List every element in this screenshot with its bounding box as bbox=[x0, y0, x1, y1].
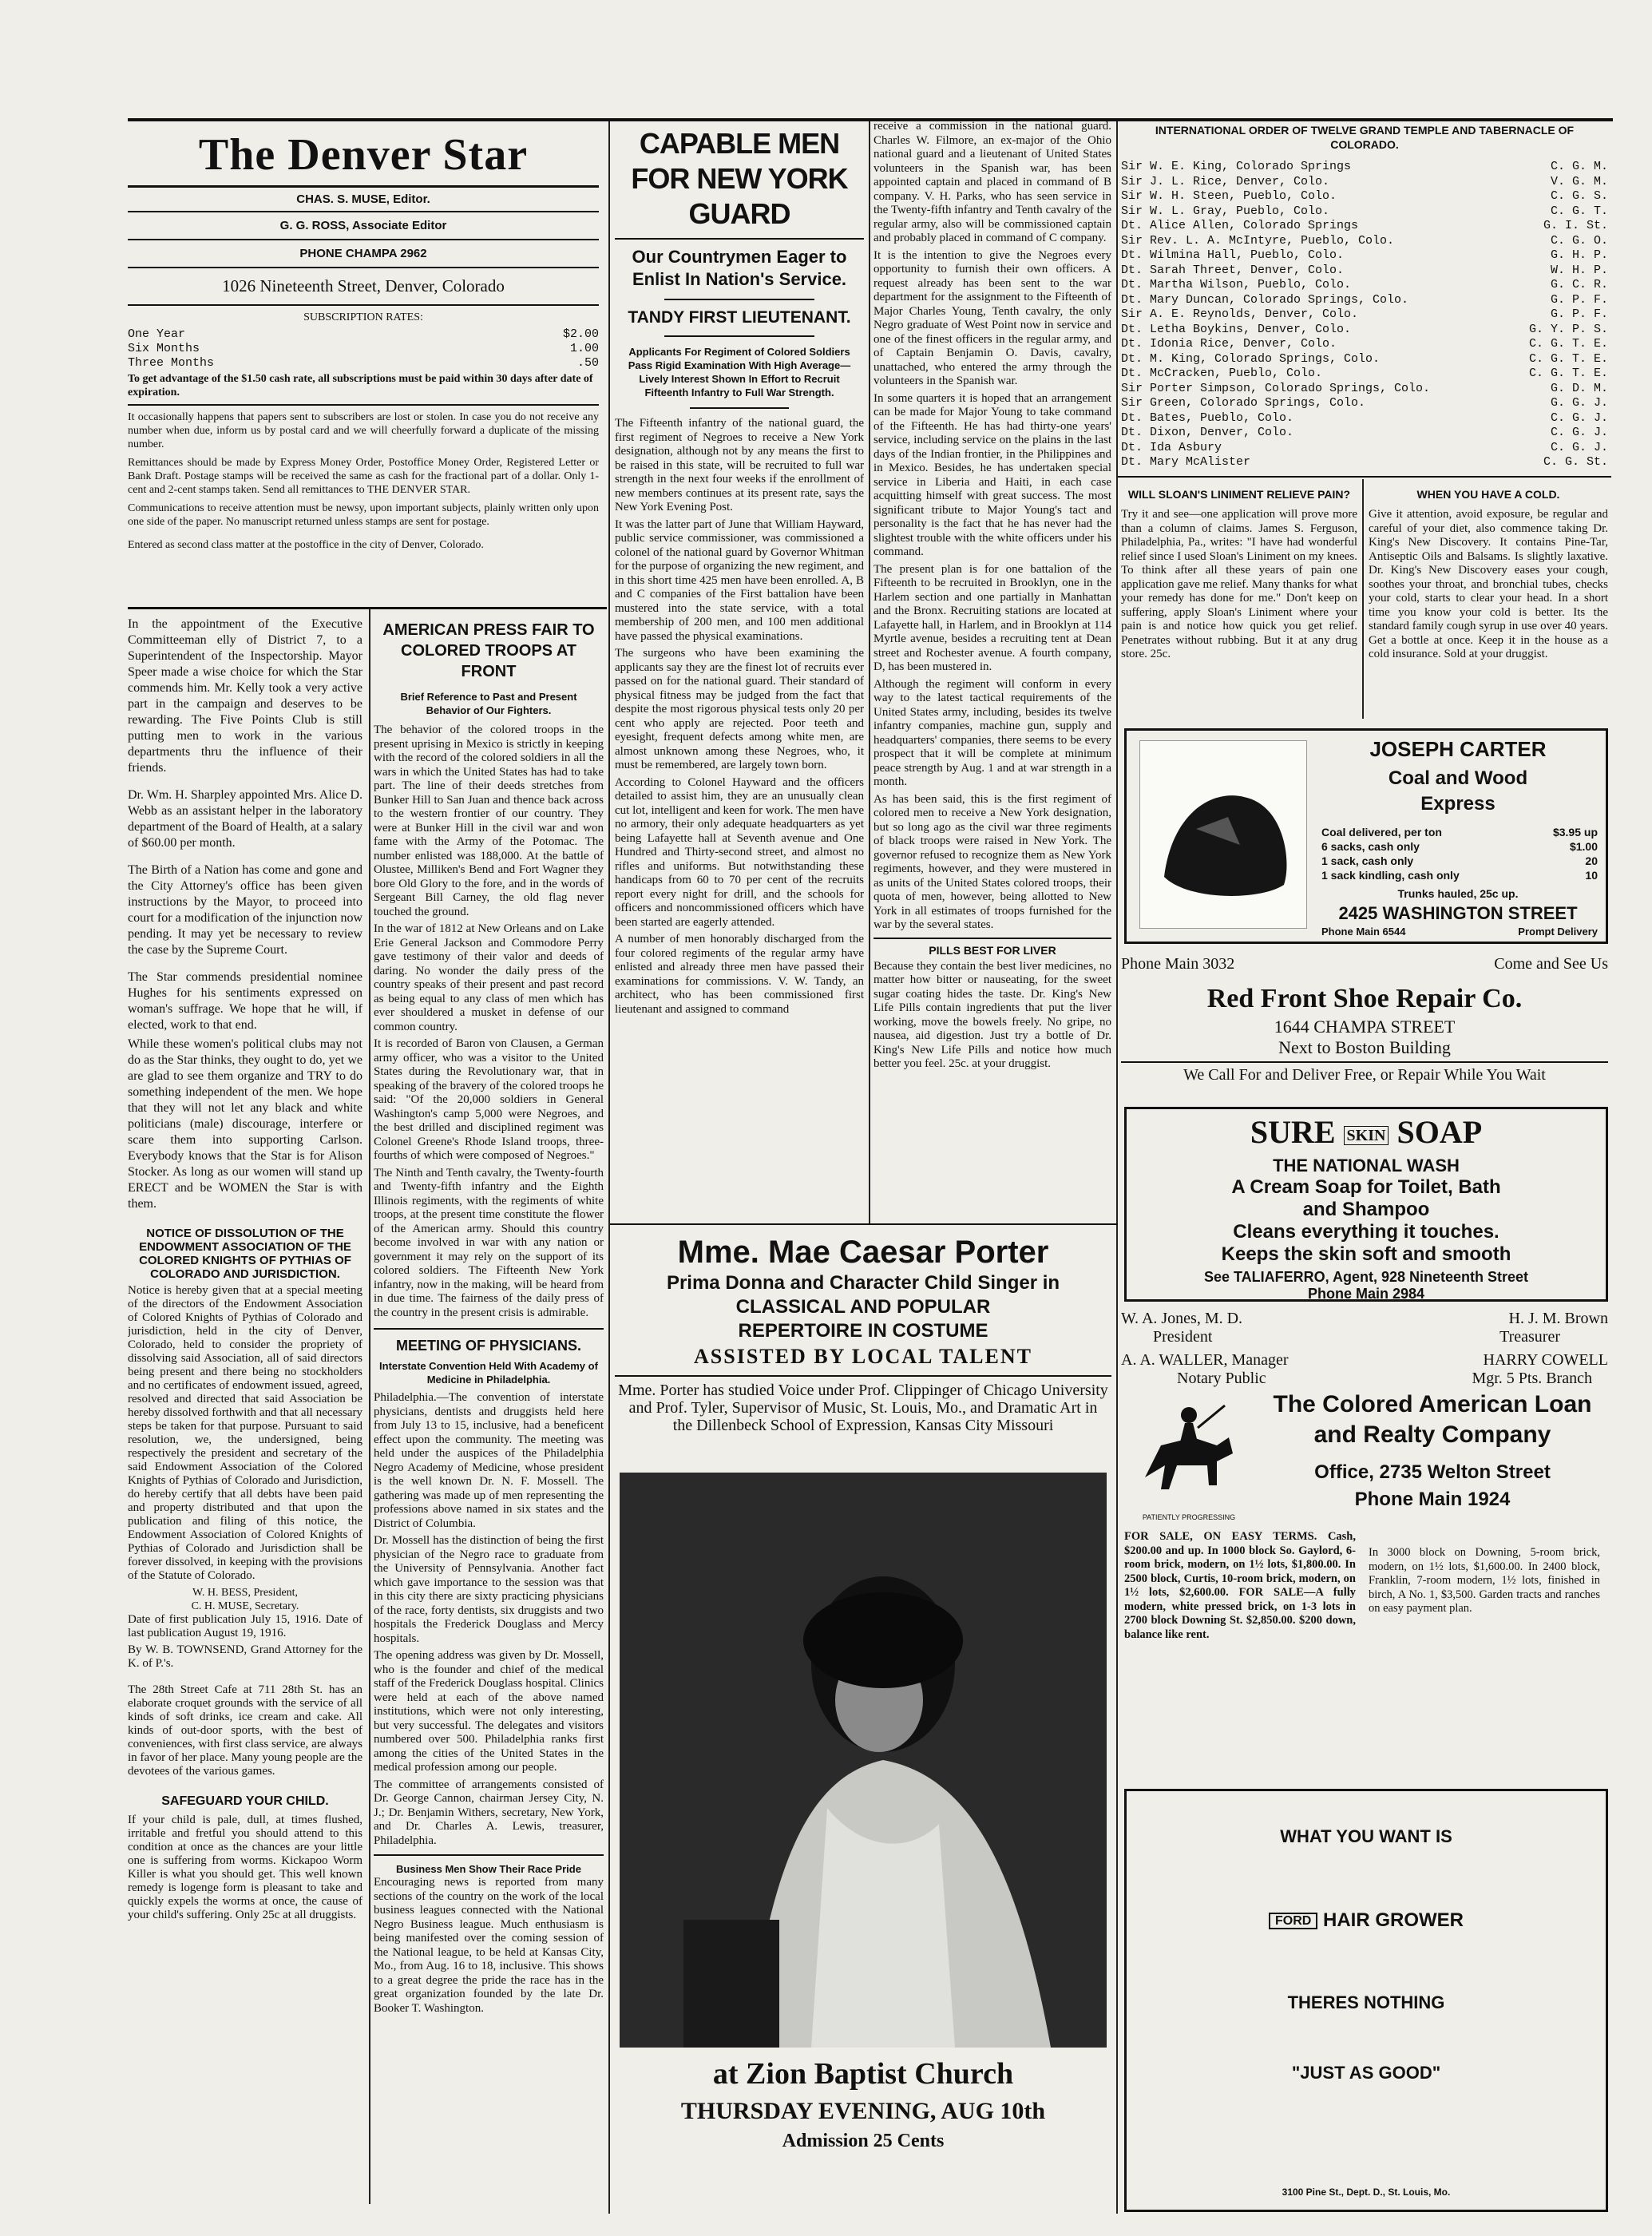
officer-title-row: President Treasurer bbox=[1153, 1328, 1560, 1346]
column-rule bbox=[608, 121, 610, 2214]
order-listing bbox=[1121, 118, 1608, 470]
rate-row: Three Months .50 bbox=[128, 356, 599, 370]
article-paragraph: A number of men honorably discharged from the four colored regiments of the regular army have enlisted and already three men have passed their examinations for commissions. V. W. Tandy, an architect, who has been commissioned first lieutenant and assigned to command bbox=[615, 933, 864, 1016]
address-line: 1644 CHAMPA STREET bbox=[1274, 1017, 1456, 1037]
editorial-paragraph: Dr. Wm. H. Sharpley appointed Mrs. Alice D. Webb as an assistant helper in the laboratory department of the Board of Health, at a salary of $60.00 per month. bbox=[128, 788, 362, 850]
article-paragraph: Because they contain the best liver medicines, no matter how bitter or nauseating, for the sweet sugar coating hides the taste. Dr. King's New Life Pills contain ingredients that put the liver working, move the bowels freely. No gripe, no nausea, aid digestion. Just try a bottle of Dr. King's New Life Pills and notice how much better you feel. 25c. at your druggist. bbox=[874, 959, 1111, 1070]
ad-line: and Shampoo bbox=[1302, 1198, 1430, 1220]
ad-line: THE NATIONAL WASH bbox=[1273, 1155, 1460, 1175]
ad-line: REPERTOIRE IN COSTUME bbox=[738, 1320, 988, 1342]
ad-line: Prima Donna and Character Child Singer in bbox=[666, 1272, 1060, 1294]
order-member-row: Dt. Alice Allen, Colorado Springs G. I. St. bbox=[1121, 219, 1608, 232]
ad-line: Next to Boston Building bbox=[1278, 1037, 1451, 1057]
page-title: The Denver Star bbox=[198, 130, 529, 180]
article-heading: WILL SLOAN'S LINIMENT RELIEVE PAIN? bbox=[1127, 488, 1351, 501]
article-heading: CAPABLE MEN FOR NEW YORK GUARD bbox=[631, 127, 848, 230]
editorial-paragraph: While these women's political clubs may not do as the Star thinks, they ought to do, yet we are glad to see them organize and TRY to do something independent of the men. We hope that they will not let any black and white politicians (male) discourage, interfere or scare them into supporting Carlson. Everybody knows that the Star is for Alison Stocker. As long as our women will stand up ERECT and be WOMEN the Star is with them. bbox=[128, 1037, 362, 1211]
tagline: We Call For and Deliver Free, or Repair While You Wait bbox=[1183, 1066, 1546, 1084]
article-subheading: TANDY FIRST LIEUTENANT. bbox=[628, 308, 851, 327]
notice-lost-papers: It occasionally happens that papers sent to subscribers are lost or stolen. In case you do not receive any number when due, inform us by postal card and we will cheerfully forward a duplicate of the missing number. bbox=[128, 411, 599, 450]
address-line: 2425 WASHINGTON STREET bbox=[1338, 903, 1578, 923]
entered-notice: Entered as second class matter at the postoffice in the city of Denver, Colorado. bbox=[128, 539, 484, 551]
article-subheading: Our Countrymen Eager to Enlist In Nation's Service. bbox=[632, 247, 847, 289]
article-body: If your child is pale, dull, at times flushed, irritable and fretful you should attend to this condition at once as the chances are your little one is suffering from worms. Kickapoo Worm Killer is what you should get. This well known remedy is logenge form is pleasant to take and quickly expels the worms at once, the cause of your child's suffering. Only 25c at all druggists. bbox=[128, 1814, 362, 1921]
officer-title-row: Notary Public Mgr. 5 Pts. Branch bbox=[1177, 1370, 1592, 1387]
ad-line: Express bbox=[1420, 793, 1496, 815]
publication-dates: Date of first publication July 15, 1916. Date of last publication August 19, 1916. bbox=[128, 1613, 362, 1639]
article-heading: SAFEGUARD YOUR CHILD. bbox=[161, 1794, 329, 1808]
order-member-row: Dt. Wilmina Hall, Pueblo, Colo. G. H. P. bbox=[1121, 248, 1608, 262]
guard-column bbox=[615, 126, 864, 1220]
phone-line: PHONE CHAMPA 2962 bbox=[299, 247, 427, 260]
business-name: JOSEPH CARTER bbox=[1369, 737, 1547, 761]
ford-ad bbox=[1124, 1789, 1608, 2212]
order-member-row: Sir A. E. Reynolds, Denver, Colo. G. P. F. bbox=[1121, 307, 1608, 321]
order-member-row: Sir W. E. King, Colorado Springs C. G. M. bbox=[1121, 160, 1608, 173]
rate-row: Six Months 1.00 bbox=[128, 342, 599, 355]
order-title: INTERNATIONAL ORDER OF TWELVE GRAND TEMPLE AND TABERNACLE OF COLORADO. bbox=[1155, 124, 1575, 151]
column-rule bbox=[369, 607, 370, 2204]
article-paragraph: Although the regiment will conform in every way to the latest tactical requirements of the United States army, including, besides its twelve infantry companies, machine gun, supply and headquarters' companies, there seems to be every prospect that it will be complete at minimum peace strength by Aug. 1 and at war strength in a month. bbox=[874, 677, 1111, 788]
article-paragraph: Give it attention, avoid exposure, be regular and careful of your diet, also commence taking Dr. King's New Discovery. It contains Pine-Tar, Antiseptic Oils and Balsams. Is slightly laxative. Dr. King's New Discovery eases your cough, soothes your throat, and bronchial tubes, checks your cold, starts to clear your head. In a short time you know your cold is better. Its the standard family cough syrup in use over 40 years. Get a bottle at once. Keep it in the house as a cold insurance. Sold at your druggist. bbox=[1369, 508, 1608, 660]
notice-heading: NOTICE OF DISSOLUTION OF THE ENDOWMENT ASSOCIATION OF THE COLORED KNIGHTS OF PYTHIAS OF COLORADO AND JURISDICTION. bbox=[139, 1227, 351, 1281]
order-member-row: Dt. Ida Asbury C. G. J. bbox=[1121, 440, 1608, 454]
sale-listing: FOR SALE, ON EASY TERMS. Cash, $200.00 and up. In 1000 block So. Gaylord, 6-room brick, modern, on 1½ lots, $1,800.00. In 2500 block, Curtis, 10-room brick, modern, on 1½ lots, $2,600.00. FOR SALE—A fully modern, white pressed brick, on 1-3 lots in 2700 block Downing St. $2,850.00. $200 down, balance like rent. bbox=[1124, 1530, 1356, 1641]
ad-line: A Cream Soap for Toilet, Bath bbox=[1231, 1175, 1501, 1198]
column-rule bbox=[869, 121, 870, 1223]
cold-ad bbox=[1369, 484, 1608, 724]
masthead-rule bbox=[128, 607, 607, 609]
loan-ad bbox=[1121, 1310, 1608, 1789]
soap-title: SURE SKIN SOAP bbox=[1250, 1114, 1483, 1150]
rate-row: One Year $2.00 bbox=[128, 327, 599, 341]
officer-row: W. A. Jones, M. D. H. J. M. Brown bbox=[1121, 1310, 1608, 1327]
masthead bbox=[128, 126, 599, 605]
order-member-row: Dt. M. King, Colorado Springs, Colo. C. G. T. E. bbox=[1121, 351, 1608, 366]
brand-mark: FORD bbox=[1269, 1913, 1317, 1929]
order-member-row: Dt. Bates, Pueblo, Colo. C. G. J. bbox=[1121, 410, 1608, 425]
phone-line: Phone Main 2984 bbox=[1307, 1285, 1425, 1302]
article-paragraph: In the war of 1812 at New Orleans and on Lake Erie General Jackson and Commodore Perry gave testimony of their valor and deeds of daring. No wonder the daily press of the country speaks of their present and past record as being equal to any class of men which has ever shouldered a musket in defense of our common country. bbox=[374, 922, 604, 1033]
article-heading: PILLS BEST FOR LIVER bbox=[929, 943, 1056, 957]
price-row: 6 sacks, cash only $1.00 bbox=[1321, 840, 1598, 853]
editorial-paragraph: The Birth of a Nation has come and gone and the City Attorney's office has been given instructions by the Mayor, to proceed into court for a modification of the injunction now pending. It may yet be necessary to review the case by the Supreme Court. bbox=[128, 863, 362, 957]
article-paragraph: Philadelphia.—The convention of interstate physicians, dentists and druggists held here from July 13 to 15, inclusive, had a beneficent effect upon the community. The meeting was held under the auspices of the Philadelphia Negro Academy of Medicine, whose president is the well known Dr. N. F. Mossell. The gathering was made up of men representing the professions above named in six states and the District of Columbia. bbox=[374, 1391, 604, 1530]
editorial-column bbox=[128, 616, 362, 2214]
article-heading: Business Men Show Their Race Pride bbox=[396, 1863, 581, 1875]
ad-line: ASSISTED BY LOCAL TALENT bbox=[694, 1345, 1032, 1368]
order-member-row: Sir W. L. Gray, Pueblo, Colo. C. G. T. bbox=[1121, 204, 1608, 218]
article-subheading: Brief Reference to Past and Present Behavior of Our Fighters. bbox=[400, 691, 577, 716]
ad-line: CLASSICAL AND POPULAR bbox=[735, 1296, 991, 1318]
editorial-paragraph: The Star commends presidential nominee Hughes for his sentiments expressed on woman's suffrage. We hope that he will, if elected, work to that end. bbox=[128, 970, 362, 1032]
article-paragraph: It was the latter part of June that William Hayward, public service commissioner, was commissioned a colonel of the national guard by Governor Whitman for the purpose of organizing the new regiment, and in this short time 425 men have been enrolled. A, B and C companies of the First battalion have been mustered into the state service, with a total membership of 200 men, and 100 men additional have passed the physical examinations. bbox=[615, 517, 864, 643]
red-front-ad bbox=[1121, 955, 1608, 1099]
rates-table bbox=[128, 327, 599, 371]
company-name: The Colored American Loan and Realty Company bbox=[1273, 1391, 1592, 1448]
notice-remittances: Remittances should be made by Express Money Order, Postoffice Money Order, Registered Letter or Bank Draft. Postage stamps will be received the same as cash for the fractional part of a dollar. Only 1-cent and 2-cent stamps taken. Send all remittances to THE DENVER STAR. bbox=[128, 457, 599, 496]
article-subheading: Interstate Convention Held With Academy of Medicine in Philadelphia. bbox=[379, 1360, 598, 1386]
order-member-row: Sir Porter Simpson, Colorado Springs, Colo. G. D. M. bbox=[1121, 381, 1608, 395]
section-rule bbox=[1118, 476, 1611, 478]
order-member-row: Dt. Idonia Rice, Denver, Colo. C. G. T. E. bbox=[1121, 337, 1608, 351]
ad-line: FORD HAIR GROWER bbox=[1127, 1909, 1606, 1932]
phone-row: Phone Main 6544 Prompt Delivery bbox=[1321, 926, 1598, 938]
article-paragraph: The Fifteenth infantry of the national guard, the first regiment of Negroes to receive a New York designation, although not by any means the first to be raised in this state, will be recruited to full war strength in the next four weeks if the enrollment of new members continues at its present rate, says the New York Evening Post. bbox=[615, 417, 864, 513]
address-line: 3100 Pine St., Dept. D., St. Louis, Mo. bbox=[1282, 2186, 1451, 2198]
price-row: 1 sack kindling, cash only 10 bbox=[1321, 869, 1598, 882]
date-line: THURSDAY EVENING, AUG 10th bbox=[680, 2098, 1046, 2124]
rates-note: To get advantage of the $1.50 cash rate, all subscriptions must be paid within 30 days after date of expiration. bbox=[128, 373, 593, 398]
business-name: Red Front Shoe Repair Co. bbox=[1206, 984, 1523, 1013]
sloan-ad bbox=[1121, 484, 1357, 724]
rates-title: SUBSCRIPTION RATES: bbox=[303, 311, 423, 323]
article-heading: AMERICAN PRESS FAIR TO COLORED TROOPS AT FRONT bbox=[382, 621, 595, 680]
article-paragraph: As has been said, this is the first regiment of colored men to receive a New York designation, but so long ago as the civil war three regiments of black troops were raised in New York. The governor refused to recognize them as New York regiments, however, and they were mustered in as units of the United States colored troops, their quota of men, however, being allotted to New York in all estimates of troops furnished for the war by the several states. bbox=[874, 792, 1111, 931]
associate-editor-line: G. G. ROSS, Associate Editor bbox=[279, 219, 447, 232]
order-member-row: Dt. Sarah Threet, Denver, Colo. W. H. P. bbox=[1121, 263, 1608, 277]
editorial-paragraph: In the appointment of the Executive Committeeman elly of District 7, to a Superintendent of the Inspectorship. Mayor Speer made a wise choice for which the Star commends him. Mr. Kelly took a very active part in the campaign and deserves to be rewarding. The Five Points Club is still putting men to work in the various departments thru the influence of their friends. bbox=[128, 617, 362, 775]
article-paragraph: The committee of arrangements consisted of Dr. George Cannon, chairman Jersey City, N. J.; Dr. Benjamin Withers, secretary, New York, and Dr. Charles A. Lewis, treasurer, Philadelphia. bbox=[374, 1778, 604, 1847]
performer-description: Mme. Porter has studied Voice under Prof. Clippinger of Chicago University and Prof. Tyler, Supervisor of Music, St. Louis, Mo., and Dramatic Art in the Dillenbeck School of Expression, Kansas City Missouri bbox=[618, 1382, 1108, 1434]
venue-line: at Zion Baptist Church bbox=[712, 2057, 1014, 2091]
column-rule bbox=[1116, 121, 1118, 2214]
article-paragraph: It is the intention to give the Negroes every opportunity to furnish their own officers. A request already has been sent to the war department for the assignment to the Fifteenth of Major Charles Young, Tenth cavalry, the only Negro graduate of West Point now in service and one of the finest officers in the regular army, and of Captain Benjamin O. Davis, cavalry, unattached, who entered the army through the volunteers in the Spanish war. bbox=[874, 248, 1111, 387]
editor-line: CHAS. S. MUSE, Editor. bbox=[296, 192, 430, 206]
ad-line: WHAT YOU WANT IS bbox=[1280, 1826, 1452, 1846]
column-rule bbox=[1362, 479, 1364, 719]
portrait-image bbox=[620, 1473, 1107, 2048]
trunks-line: Trunks hauled, 25c up. bbox=[1397, 887, 1519, 900]
article-paragraph: The surgeons who have been examining the applicants say they are the finest lot of recruits ever passed on for the national guard. Their standard of physical fitness may be judged from the fact that despite the most rigorous physical tests only 20 per cent who apply are rejected. Poor teeth and eyesight, frequent defects among white men, are almost unknown among these Negroes, who, it must be remembered, are largely town born. bbox=[615, 647, 864, 771]
order-member-row: Dt. Dixon, Denver, Colo. C. G. J. bbox=[1121, 426, 1608, 439]
article-paragraph: The present plan is for one battalion of the Fifteenth to be recruited in Brooklyn, one in the Harlem section and one partially in Manhattan and the Bronx. Recruiting stations are located at Lafayette hall, in Harlem, and in Brooklyn at 114 Myrtle avenue, besides a recruiting tent at Dean street and Rochester avenue. A fourth company, D, has been mustered in. bbox=[874, 562, 1111, 673]
article-heading: WHEN YOU HAVE A COLD. bbox=[1416, 488, 1560, 501]
article-deck: Applicants For Regiment of Colored Soldiers Pass Rigid Examination With High Average—Lively Interest Shown In Effort to Recruit Fifteenth Infantry to Full War Strength. bbox=[628, 346, 851, 398]
soap-ad bbox=[1124, 1107, 1608, 1302]
order-member-row: Dt. Letha Boykins, Denver, Colo. G. Y. P. S. bbox=[1121, 322, 1608, 336]
article-paragraph: In some quarters it is hoped that an arrangement can be made for Major Young to take command of the Fifteenth. He has had thirty-one years' service, including service on the plains in the last days of the Indian frontier, in the Philippines and in Mexico. Besides, he has undertaken special service in Liberia and Haiti, in each case acquitting himself with great success. The most significant tribute to Major Young's tact and personality is the fact that he has never had the slightest trouble with the white officers under his command. bbox=[874, 391, 1111, 558]
order-member-row: Dt. Martha Wilson, Pueblo, Colo. G. C. R. bbox=[1121, 278, 1608, 291]
officer-row: A. A. WALLER, Manager HARRY COWELL bbox=[1121, 1351, 1608, 1369]
ad-line: Coal and Wood bbox=[1388, 767, 1528, 789]
guard-continued-column bbox=[874, 120, 1111, 1220]
agent-line: See TALIAFERRO, Agent, 928 Nineteenth Street bbox=[1203, 1268, 1529, 1285]
phone-row: Phone Main 3032 Come and See Us bbox=[1121, 955, 1608, 973]
cafe-notice: The 28th Street Cafe at 711 28th St. has an elaborate croquet grounds with the service of all kinds of soft drinks, ice cream and cake. All kinds of out-door sports, with the best of conveniences, with first class service, are always in favor of her place. Many young people are the devotees of the various games. bbox=[128, 1683, 362, 1778]
admission-line: Admission 25 Cents bbox=[782, 2131, 945, 2151]
carter-ad bbox=[1124, 728, 1608, 944]
performer-photograph bbox=[620, 1473, 1107, 2048]
order-member-row: Sir J. L. Rice, Denver, Colo. V. G. M. bbox=[1121, 174, 1608, 188]
notice-body: Notice is hereby given that at a special meeting of the directors of the Endowment Association of Colored Knights of Pythias of Colorado and jurisdiction, held in the city of Denver, Colorado, held to consider the propriety of dissolving said Association, all of said directors being present and there being no stockholders and no certificates of endowment issued, agreed, resolved and directed that said Association be hereby dissolved forthwith and that all necessary steps be taken for that purpose. Pursuant to said resolution, we, the undersigned, being respectively the president and secretary of the said Endowment Association of the Colored Knights of Pythias of Colorado and Jurisdiction, do hereby certify that all debts have been paid and property distributed and that upon the publication and filing of this notice, the Endowment Association of Colored Knights of Pythias of Colorado and Jurisdiction shall be forever dissolved, in keeping with the provisions of the Statute of Colorado. bbox=[128, 1284, 362, 1582]
article-paragraph: It is recorded of Baron von Clausen, a German army officer, who was a visitor to the United States during the Revolutionary war, that in speaking of the bravery of the colored troops he said: "Of the 20,000 soldiers in General Washington's camp 5,000 were Negroes, and the best drilled and disciplined regiment was Colonel Greene's Rhode Island troops, three-fourths of which were composed of Negroes." bbox=[374, 1037, 604, 1162]
order-members bbox=[1121, 160, 1608, 470]
ad-line: "JUST AS GOOD" bbox=[1291, 2063, 1441, 2083]
order-member-row: Sir Rev. L. A. McIntyre, Pueblo, Colo. C. G. O. bbox=[1121, 233, 1608, 248]
article-paragraph: Dr. Mossell has the distinction of being the first physician of the Negro race to graduate from the University of Pennsylvania. Another fact which gave importance to the session was that in this city there are sixty practicing physicians of the race, forty dentists, six druggists and two hospitals the Frederick Douglass and Mercy hospitals. bbox=[374, 1534, 604, 1645]
order-member-row: Dt. Mary McAlister C. G. St. bbox=[1121, 455, 1608, 469]
office-line: Office, 2735 Welton Street bbox=[1314, 1461, 1551, 1483]
article-paragraph: Encouraging news is reported from many sections of the country on the work of the local business leagues connected with the National Negro Business league. Much enthusiasm is being manifested over the coming session of the National league, to be held at Kansas City, Mo., from Aug. 16 to 18, inclusive. This shows to a great degree the pride the race has in the great organization founded by the late Dr. Booker T. Washington. bbox=[374, 1876, 604, 2015]
address-line: 1026 Nineteenth Street, Denver, Colorado bbox=[222, 276, 505, 295]
price-list bbox=[1321, 825, 1598, 882]
notice-communications: Communications to receive attention must be newsy, upon important subjects, plainly written only upon one side of the paper. No manuscript returned unless stamps are sent for postage. bbox=[128, 502, 599, 528]
signature: C. H. MUSE, Secretary. bbox=[191, 1600, 299, 1612]
porter-rule bbox=[610, 1223, 1118, 1225]
order-member-row: Sir Green, Colorado Springs, Colo. G. G. J. bbox=[1121, 396, 1608, 410]
press-fair-column bbox=[374, 616, 604, 2214]
article-heading: MEETING OF PHYSICIANS. bbox=[395, 1338, 582, 1354]
sale-listing: In 3000 block on Downing, 5-room brick, modern, on 1½ lots, $1,600.00. In 2400 block, Franklin, 7-room modern, 1½ lots, finished in birch, A No. 1, $3,500. Garden tracts and ranches on easy payment plan. bbox=[1369, 1546, 1600, 1615]
ad-line: Keeps the skin soft and smooth bbox=[1221, 1243, 1511, 1265]
price-row: Coal delivered, per ton $3.95 up bbox=[1321, 826, 1598, 838]
article-paragraph: The Ninth and Tenth cavalry, the Twenty-fourth and Twenty-fifth infantry and the Eighth Illinois regiments, with the regiments of white troops, at the present time constitute the flower of the American army. Should this country become involved in war with any nation or government it may rely on the support of its colored soldiers. The Fifteenth New York infantry, now in the making, will be heard from in due time. The fairness of the daily press of the country in the present crisis is admirable. bbox=[374, 1166, 604, 1319]
horse-rider-logo bbox=[1129, 1390, 1249, 1509]
order-member-row: Dt. Mary Duncan, Colorado Springs, Colo. G. P. F. bbox=[1121, 292, 1608, 307]
article-paragraph: Try it and see—one application will prove more than a column of claims. James S. Ferguson, Philadelphia, Pa., writes: "I have had wonderful relief since I used Sloan's Liniment on my knees. To think after all these years of pain one application gave me relief. Many thanks for what your remedy has done for me." Don't keep on suffering, apply Sloan's Liniment where your pain is and notice how quick you get relief. Penetrates without rubbing. But it at any drug store. 25c. bbox=[1121, 508, 1357, 660]
ad-line: THERES NOTHING bbox=[1287, 1992, 1445, 2012]
article-paragraph: receive a commission in the national guard. Charles W. Filmore, an ex-major of the Ohio national guard and a lieutenant of United States volunteers in the Spanish war, has been appointed captain and placed in command of B company. V. H. Parks, who has seen service in the Twenty-fifth infantry and Tenth cavalry of the regular army, also will be commissioned captain and probably placed in command of C company. bbox=[874, 120, 1111, 244]
performer-name: Mme. Mae Caesar Porter bbox=[677, 1235, 1049, 1270]
logo-caption: PATIENTLY PROGRESSING bbox=[1142, 1513, 1236, 1521]
phone-line: Phone Main 1924 bbox=[1354, 1489, 1511, 1510]
signature: W. H. BESS, President, bbox=[192, 1587, 299, 1599]
price-row: 1 sack, cash only 20 bbox=[1321, 854, 1598, 867]
ad-line: Cleans everything it touches. bbox=[1233, 1220, 1499, 1243]
order-member-row: Dt. McCracken, Pueblo, Colo. C. G. T. E. bbox=[1121, 367, 1608, 380]
article-paragraph: According to Colonel Hayward and the officers detailed to assist him, they are an unusually clean cut lot, intelligent and keen for work. The men have no armory, their only adequate headquarters as yet being Lafayette hall at Seventh avenue and One Hundred and Thirty-second street, and almost no rifles and uniforms. But notwithstanding these handicaps from 60 to 70 per cent of the recruits report every night for drill, and the schools for officers and noncommissioned officers which have been started are eagerly attended. bbox=[615, 775, 864, 929]
article-paragraph: The behavior of the colored troops in the present uprising in Mexico is strictly in keeping with the record of the colored soldiers in all the wars in which the United States has had to take part. The line of their deeds stretches from Bunker Hill to San Juan and thence back across to the western frontier of our country. They were at Bunker Hill in the civil war and won fame with the Army of the Potomac. The number enlisted was 188,000. At the battle of Olustee, Milliken's Bend and Fort Wagner they bore Old Glory to the fore, and in the words of Sergeant Bill Carney, the old flag never touched the ground. bbox=[374, 724, 604, 918]
order-member-row: Sir W. H. Steen, Pueblo, Colo. C. G. S. bbox=[1121, 189, 1608, 203]
article-paragraph: The opening address was given by Dr. Mossell, who is the founder and chief of the medical staff of the Frederick Douglass hospital. Clinics were held at each of the above named institutions, which were not only interesting, but very successful. The delegates and visitors numbered over 500. Philadelphia ranks first among the cities of the United States in the medical profession among our people. bbox=[374, 1649, 604, 1774]
porter-advertisement bbox=[615, 1233, 1111, 2207]
attorney-line: By W. B. TOWNSEND, Grand Attorney for the K. of P.'s. bbox=[128, 1643, 362, 1670]
coal-image bbox=[1139, 740, 1307, 929]
